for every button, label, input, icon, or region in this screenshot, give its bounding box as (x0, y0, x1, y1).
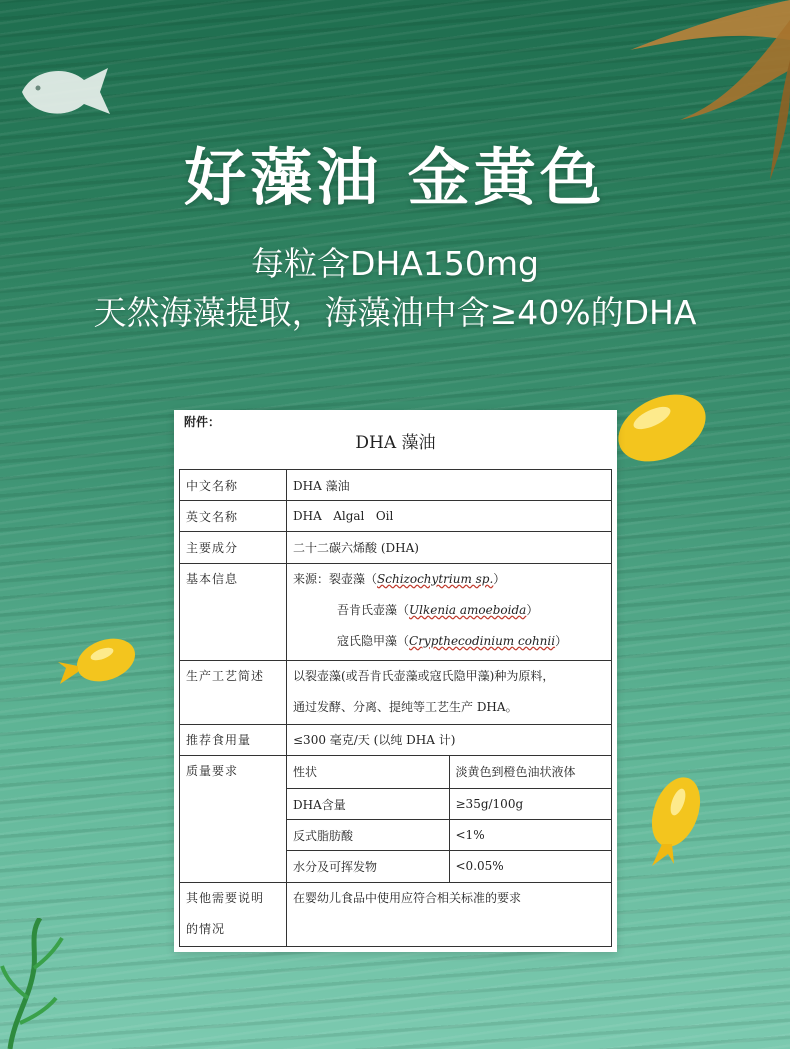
quality-item-name: DHA含量 (287, 788, 450, 819)
row-label: 生产工艺简述 (180, 661, 287, 724)
table-row (180, 470, 612, 501)
subtitle-dha-per-capsule: 每粒含DHA150mg (251, 244, 539, 283)
source-name: 吾肯氏壶藻（ (337, 602, 410, 617)
table-row (180, 563, 612, 661)
quality-item-value: <0.05% (449, 851, 612, 882)
subtitle-dha-percentage: 天然海藻提取，海藻油中含≥40%的DHA (93, 293, 697, 332)
process-line: 以裂壶藻(或吾肯氏壶藻或寇氏隐甲藻)种为原料， (293, 669, 555, 684)
quality-item-name: 性状 (287, 755, 450, 788)
row-label: 质量要求 (180, 755, 287, 882)
row-label: 中文名称 (180, 470, 287, 501)
table-row (180, 724, 612, 755)
table-row (180, 532, 612, 563)
source-prefix: 来源： (293, 571, 330, 586)
source-latin: Ulkenia amoeboida (409, 602, 527, 617)
seaweed-icon (0, 918, 70, 1049)
capsule-icon (626, 772, 710, 868)
table-row (180, 882, 612, 946)
quality-item-value: ≥35g/100g (449, 788, 612, 819)
row-label: 推荐食用量 (180, 724, 287, 755)
source-close: ） (493, 571, 506, 586)
process-line: 通过发酵、分离、提纯等工艺生产 DHA。 (293, 700, 518, 715)
row-label-line: 其他需要说明 (186, 890, 265, 905)
capsule-icon (56, 632, 140, 696)
source-close: ） (555, 633, 568, 648)
source-latin: Schizochytrium sp. (377, 571, 494, 586)
row-label-line: 的情况 (186, 921, 226, 936)
row-label: 主要成分 (180, 532, 287, 563)
quality-item-value: 淡黄色到橙色油状液体 (449, 755, 612, 788)
source-name: 裂壶藻（ (329, 571, 378, 586)
row-label (180, 882, 287, 946)
source-line (293, 595, 605, 626)
document-title: DHA 藻油 (355, 433, 436, 453)
spec-document (174, 410, 617, 952)
row-value (287, 661, 612, 724)
row-value: 在婴幼儿食品中使用应符合相关标准的要求 (287, 882, 612, 946)
row-value: DHA Algal Oil (287, 501, 612, 532)
attachment-label: 附件： (184, 415, 221, 429)
capsule-icon (612, 386, 712, 470)
row-value (287, 563, 612, 661)
quality-item-value: <1% (449, 820, 612, 851)
source-close: ） (526, 602, 539, 617)
table-row (180, 661, 612, 724)
quality-item-name: 反式脂肪酸 (287, 820, 450, 851)
source-latin: Crypthecodinium cohnii (409, 633, 556, 648)
row-value: 二十二碳六烯酸 (DHA) (287, 532, 612, 563)
headline: 好藻油 金黄色 (184, 141, 606, 214)
row-label: 英文名称 (180, 501, 287, 532)
table-row (180, 501, 612, 532)
fish-icon (18, 62, 116, 122)
source-name: 寇氏隐甲藻（ (337, 633, 410, 648)
row-value: ≤300 毫克/天 (以纯 DHA 计) (287, 724, 612, 755)
source-line (293, 626, 605, 657)
table-row (180, 755, 612, 788)
source-line (293, 564, 605, 595)
spec-table (179, 469, 612, 947)
row-value: DHA 藻油 (287, 470, 612, 501)
row-label: 基本信息 (180, 563, 287, 661)
quality-item-name: 水分及可挥发物 (287, 851, 450, 882)
